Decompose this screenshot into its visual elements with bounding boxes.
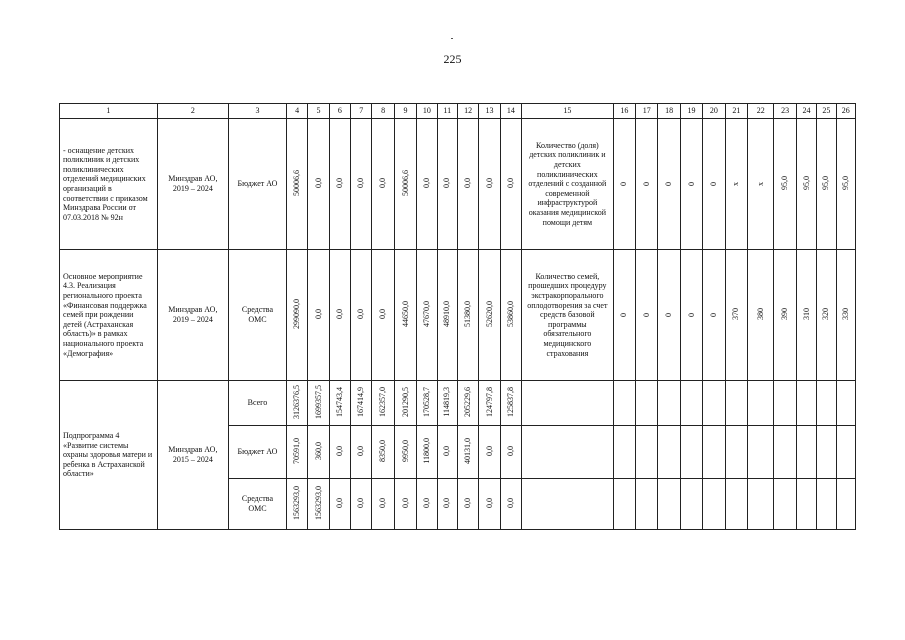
row2-target-text: 0: [641, 313, 651, 318]
budget-value: [372, 426, 394, 479]
budget-value-text: 0,0: [334, 445, 344, 456]
oms-value: [437, 479, 457, 530]
header-col-23: 23: [774, 104, 796, 119]
row1-value: [417, 119, 437, 250]
budget-value: [308, 426, 329, 479]
row2-value: [286, 250, 307, 381]
budget-value: [457, 426, 478, 479]
row1-target-text: 0: [708, 182, 718, 187]
oms-value: [394, 479, 416, 530]
header-col-10: 10: [417, 104, 437, 119]
header-col-9: 9: [394, 104, 416, 119]
oms-value: [308, 479, 329, 530]
page-mark: [451, 38, 453, 39]
total-value-text: 114819,3: [442, 386, 452, 417]
total-value-text: 167414,9: [356, 386, 366, 417]
empty-cell: [725, 381, 747, 426]
empty-cell: [796, 381, 816, 426]
program-table: [59, 103, 856, 530]
row2-value: [372, 250, 394, 381]
oms-value: [351, 479, 372, 530]
row1-value-text: 0,0: [505, 177, 515, 188]
row2-name: Основное мероприятие 4.3. Реализация регионального проекта «Финансовая поддержка семей при рождении детей (Астраханская область)» в рамках национального проекта «Демография»: [60, 250, 158, 381]
oms-value-text: 0,0: [463, 497, 473, 508]
row2-target: [613, 250, 635, 381]
empty-cell: [680, 381, 702, 426]
empty-cell: [613, 479, 635, 530]
row1-target: [658, 119, 680, 250]
empty-cell: [703, 479, 725, 530]
row2-target-text: 370: [731, 307, 741, 320]
row1-indicator: Количество (доля) детских поликлиник и детских поликлинических отделений с созданной современной инфраструктурой оказания медицинской помощи детям: [522, 119, 614, 250]
subprogram-executor: Минздрав АО, 2015 – 2024: [157, 381, 228, 530]
row1-value-text: 50006,6: [292, 169, 302, 196]
total-value: [372, 381, 394, 426]
budget-value: [286, 426, 307, 479]
header-col-11: 11: [437, 104, 457, 119]
row2-value-text: 0,0: [378, 308, 388, 319]
row1-target: [748, 119, 774, 250]
empty-cell: [680, 426, 702, 479]
empty-cell: [613, 426, 635, 479]
total-value: [329, 381, 350, 426]
header-col-20: 20: [703, 104, 725, 119]
empty-cell: [774, 479, 796, 530]
subprogram-name: Подпрограмма 4 «Развитие системы охраны здоровья матери и ребенка в Астраханской области»: [60, 381, 158, 530]
row2-target: [636, 250, 658, 381]
oms-value: [500, 479, 521, 530]
total-value: [308, 381, 329, 426]
total-value: [500, 381, 521, 426]
budget-value-text: 0,0: [484, 445, 494, 456]
header-col-14: 14: [500, 104, 521, 119]
empty-cell: [658, 381, 680, 426]
row2-target-text: 330: [840, 307, 850, 320]
header-col-18: 18: [658, 104, 680, 119]
row2-value: [457, 250, 478, 381]
header-row: [60, 104, 856, 119]
total-value-text: 124797,8: [484, 386, 494, 417]
subprogram-source-budget: Бюджет АО: [228, 426, 286, 479]
header-col-17: 17: [636, 104, 658, 119]
header-col-3: 3: [228, 104, 286, 119]
row2-value-text: 0,0: [356, 308, 366, 319]
oms-value-text: 0,0: [442, 497, 452, 508]
oms-value-text: 1563293,0: [313, 485, 323, 520]
table-row: [60, 119, 856, 250]
row2-value: [394, 250, 416, 381]
row1-target-text: 0: [641, 182, 651, 187]
row1-target-text: 0: [686, 182, 696, 187]
row2-target: [836, 250, 855, 381]
header-col-19: 19: [680, 104, 702, 119]
header-col-13: 13: [479, 104, 500, 119]
total-value-text: 1699357,5: [313, 384, 323, 419]
budget-value-text: 0,0: [505, 445, 515, 456]
row2-target-text: 0: [686, 313, 696, 318]
row2-value-text: 0,0: [334, 308, 344, 319]
oms-value: [286, 479, 307, 530]
row1-target: [817, 119, 836, 250]
row2-value-text: 48910,0: [442, 300, 452, 327]
empty-cell: [522, 381, 614, 426]
row2-target-text: 320: [821, 307, 831, 320]
budget-value: [351, 426, 372, 479]
total-value: [417, 381, 437, 426]
row1-value: [457, 119, 478, 250]
row2-value-text: 51380,0: [463, 300, 473, 327]
row2-value-text: 53860,0: [505, 300, 515, 327]
header-col-15: 15: [522, 104, 614, 119]
header-col-7: 7: [351, 104, 372, 119]
empty-cell: [796, 479, 816, 530]
row2-target-text: 390: [780, 307, 790, 320]
empty-cell: [817, 381, 836, 426]
row1-value-text: 0,0: [356, 177, 366, 188]
subprogram-source-oms: Средства ОМС: [228, 479, 286, 530]
subprogram-source-total: Всего: [228, 381, 286, 426]
row2-executor: Минздрав АО, 2019 – 2024: [157, 250, 228, 381]
row2-value-text: 44650,0: [400, 300, 410, 327]
table-row: [60, 250, 856, 381]
empty-cell: [725, 479, 747, 530]
header-col-12: 12: [457, 104, 478, 119]
row1-target-text: 95,0: [801, 175, 811, 190]
budget-value-text: 11800,0: [421, 437, 431, 464]
row2-value: [308, 250, 329, 381]
empty-cell: [636, 381, 658, 426]
row2-value-text: 0,0: [313, 308, 323, 319]
header-col-4: 4: [286, 104, 307, 119]
row2-target-text: 310: [801, 307, 811, 320]
oms-value: [417, 479, 437, 530]
row1-target: [680, 119, 702, 250]
empty-cell: [636, 479, 658, 530]
row1-value: [500, 119, 521, 250]
page-number: 225: [443, 52, 462, 66]
row1-target: [725, 119, 747, 250]
oms-value: [479, 479, 500, 530]
empty-cell: [703, 381, 725, 426]
row1-value-text: 0,0: [313, 177, 323, 188]
row1-target: [796, 119, 816, 250]
oms-value-text: 0,0: [378, 497, 388, 508]
row1-executor: Минздрав АО, 2019 – 2024: [157, 119, 228, 250]
empty-cell: [680, 479, 702, 530]
empty-cell: [748, 426, 774, 479]
row2-target-text: 380: [755, 307, 765, 320]
empty-cell: [522, 426, 614, 479]
oms-value: [372, 479, 394, 530]
row1-target: [636, 119, 658, 250]
row1-value-text: 0,0: [378, 177, 388, 188]
row2-value: [479, 250, 500, 381]
row2-source: Средства ОМС: [228, 250, 286, 381]
empty-cell: [658, 426, 680, 479]
total-value: [351, 381, 372, 426]
row2-value: [437, 250, 457, 381]
row1-value: [437, 119, 457, 250]
row2-target: [748, 250, 774, 381]
empty-cell: [636, 426, 658, 479]
total-value-text: 154743,4: [334, 386, 344, 417]
budget-value-text: 0,0: [356, 445, 366, 456]
row1-target-text: 0: [664, 182, 674, 187]
row1-value: [329, 119, 350, 250]
row1-value-text: 0,0: [442, 177, 452, 188]
row1-value-text: 50006,6: [400, 169, 410, 196]
total-value-text: 201290,5: [400, 386, 410, 417]
budget-value: [417, 426, 437, 479]
row1-value: [308, 119, 329, 250]
row2-target: [658, 250, 680, 381]
budget-value-text: 360,0: [313, 441, 323, 460]
budget-value: [394, 426, 416, 479]
budget-value-text: 8350,0: [378, 439, 388, 462]
row1-value: [286, 119, 307, 250]
oms-value-text: 0,0: [421, 497, 431, 508]
row1-value-text: 0,0: [484, 177, 494, 188]
row1-target: [703, 119, 725, 250]
header-col-24: 24: [796, 104, 816, 119]
total-value: [437, 381, 457, 426]
oms-value-text: 0,0: [334, 497, 344, 508]
row2-target: [680, 250, 702, 381]
total-value: [479, 381, 500, 426]
row2-indicator: Количество семей, прошедших процедуру экстракорпорального оплодотворения за счет средств базовой программы обязательного медицинского страхования: [522, 250, 614, 381]
budget-value-text: 40131,0: [463, 437, 473, 464]
empty-cell: [522, 479, 614, 530]
header-col-2: 2: [157, 104, 228, 119]
empty-cell: [817, 479, 836, 530]
empty-cell: [748, 381, 774, 426]
total-value: [394, 381, 416, 426]
header-col-16: 16: [613, 104, 635, 119]
header-col-26: 26: [836, 104, 855, 119]
row2-value: [500, 250, 521, 381]
row1-value: [351, 119, 372, 250]
oms-value: [329, 479, 350, 530]
empty-cell: [774, 381, 796, 426]
row1-value: [479, 119, 500, 250]
empty-cell: [836, 479, 855, 530]
empty-cell: [613, 381, 635, 426]
header-col-5: 5: [308, 104, 329, 119]
row1-target-text: 95,0: [780, 175, 790, 190]
budget-value-text: 0,0: [442, 445, 452, 456]
row1-target-text: x: [731, 182, 741, 187]
oms-value-text: 1563293,0: [292, 485, 302, 520]
row1-source: Бюджет АО: [228, 119, 286, 250]
total-value-text: 205229,6: [463, 386, 473, 417]
row2-target-text: 0: [619, 313, 629, 318]
row2-value: [351, 250, 372, 381]
row1-target-text: x: [755, 182, 765, 187]
row1-target: [774, 119, 796, 250]
header-col-22: 22: [748, 104, 774, 119]
empty-cell: [658, 479, 680, 530]
total-value: [286, 381, 307, 426]
budget-value: [329, 426, 350, 479]
row1-target-text: 0: [619, 182, 629, 187]
oms-value: [457, 479, 478, 530]
empty-cell: [836, 381, 855, 426]
row2-target-text: 0: [708, 313, 718, 318]
budget-value: [437, 426, 457, 479]
budget-value: [500, 426, 521, 479]
row1-value-text: 0,0: [421, 177, 431, 188]
total-value: [457, 381, 478, 426]
row2-value: [329, 250, 350, 381]
header-col-21: 21: [725, 104, 747, 119]
empty-cell: [774, 426, 796, 479]
row1-target: [836, 119, 855, 250]
row2-value-text: 299090,0: [292, 298, 302, 329]
row2-target: [703, 250, 725, 381]
empty-cell: [796, 426, 816, 479]
row1-value-text: 0,0: [463, 177, 473, 188]
row1-value: [394, 119, 416, 250]
empty-cell: [748, 479, 774, 530]
empty-cell: [703, 426, 725, 479]
header-col-1: 1: [60, 104, 158, 119]
budget-value-text: 9950,0: [400, 439, 410, 462]
row1-value: [372, 119, 394, 250]
header-col-8: 8: [372, 104, 394, 119]
row2-value-text: 52620,0: [484, 300, 494, 327]
empty-cell: [836, 426, 855, 479]
row2-target: [774, 250, 796, 381]
total-value-text: 162357,0: [378, 386, 388, 417]
row2-value-text: 47670,0: [421, 300, 431, 327]
oms-value-text: 0,0: [484, 497, 494, 508]
oms-value-text: 0,0: [356, 497, 366, 508]
row1-target-text: 95,0: [821, 175, 831, 190]
row2-target: [817, 250, 836, 381]
budget-value-text: 70591,0: [292, 437, 302, 464]
row1-target-text: 95,0: [840, 175, 850, 190]
row1-target: [613, 119, 635, 250]
row1-name: - оснащение детских поликлиник и детских поликлинических отделений медицинских организаций в соответствии с приказом Минздрава России от 07.03.2018 № 92н: [60, 119, 158, 250]
row1-value-text: 0,0: [334, 177, 344, 188]
row2-target: [796, 250, 816, 381]
total-value-text: 3126376,5: [292, 384, 302, 419]
total-value-text: 170528,7: [421, 386, 431, 417]
total-value-text: 125837,8: [505, 386, 515, 417]
row2-target-text: 0: [664, 313, 674, 318]
header-col-6: 6: [329, 104, 350, 119]
oms-value-text: 0,0: [505, 497, 515, 508]
header-col-25: 25: [817, 104, 836, 119]
empty-cell: [725, 426, 747, 479]
oms-value-text: 0,0: [400, 497, 410, 508]
row2-target: [725, 250, 747, 381]
budget-value: [479, 426, 500, 479]
empty-cell: [817, 426, 836, 479]
row2-value: [417, 250, 437, 381]
table-row: [60, 381, 856, 426]
